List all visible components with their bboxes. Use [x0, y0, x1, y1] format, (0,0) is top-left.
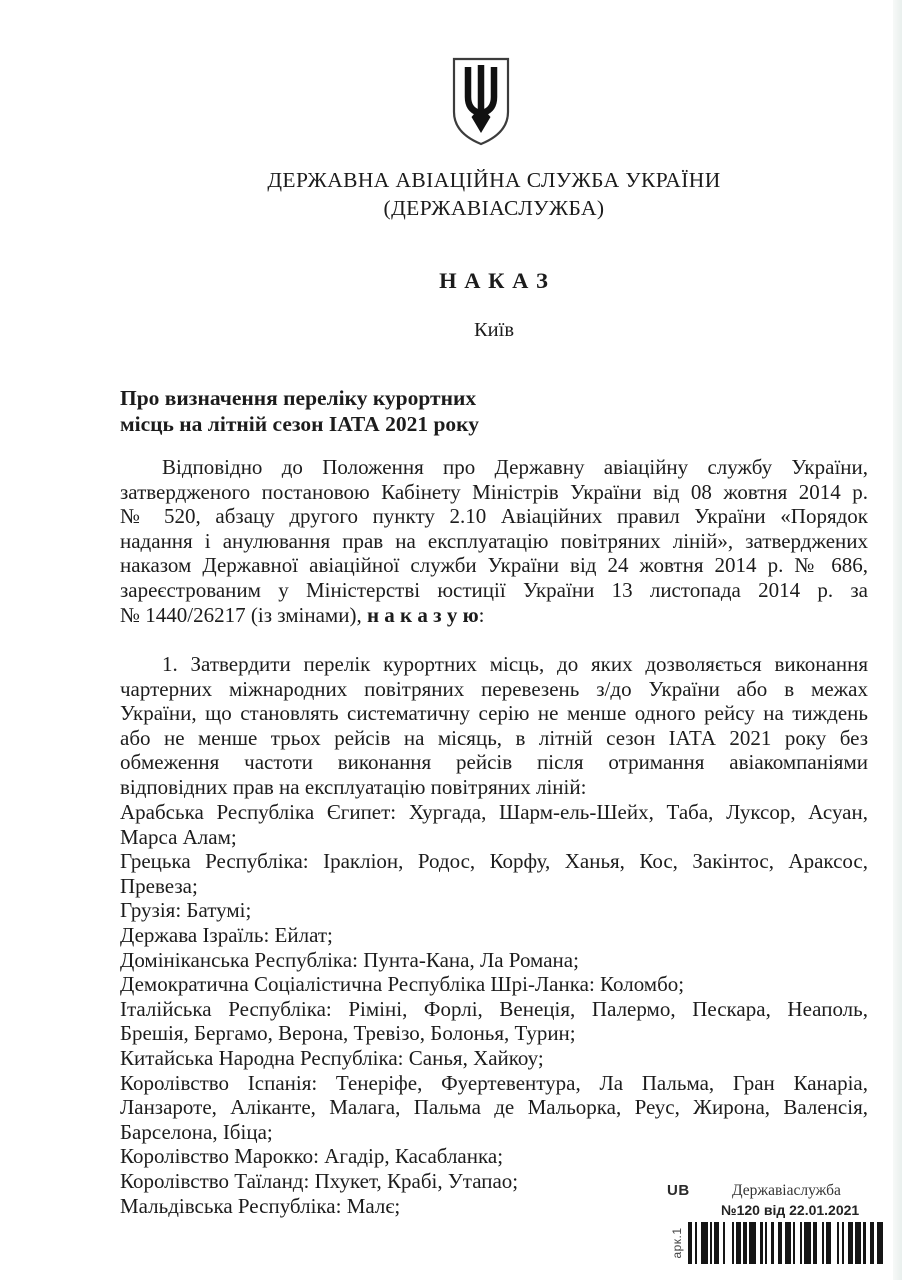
- ukraine-trident-icon: [450, 56, 512, 148]
- barcode-bar: [804, 1222, 811, 1264]
- resort-entry: [120, 948, 868, 973]
- registration-stamp: [655, 1178, 895, 1276]
- text-line: Барселона, Ібіца;: [120, 1119, 273, 1144]
- stamp-org-name: Державіаслужба: [732, 1182, 841, 1199]
- resort-entry: [120, 972, 868, 997]
- text-line: Відповідно до Положення про Державну авіаційну службу України,: [162, 455, 868, 479]
- text-line: зареєстрованим у Міністерстві юстиції України 13 листопада 2014 р. за: [120, 577, 868, 602]
- text-line: Арабська Республіка Єгипет: Хургада, Шарм-ель-Шейх, Таба, Луксор, Асуан,: [120, 800, 868, 824]
- text-line: Італійська Республіка: Ріміні, Форлі, Венеція, Палермо, Пескара, Неаполь,: [120, 996, 868, 1021]
- resort-entry: [120, 997, 868, 1046]
- subject-heading: [120, 386, 479, 437]
- text-line: [120, 603, 868, 628]
- barcode-space: [725, 1222, 732, 1264]
- text-line: чартерних міжнародних повітряних перевезень з/до України або в межах: [120, 676, 868, 701]
- barcode-bar: [855, 1222, 862, 1264]
- text-line: Домініканська Республіка: Пунта-Кана, Ла Романа;: [120, 947, 579, 972]
- text-line: Держава Ізраїль: Ейлат;: [120, 922, 333, 947]
- text-line: Превеза;: [120, 873, 198, 898]
- scan-edge: [893, 0, 902, 1280]
- text-line: Грузія: Батумі;: [120, 898, 252, 923]
- resort-entry: [120, 1046, 868, 1071]
- text-line: Брешія, Бергамо, Верона, Тревізо, Болонья, Турин;: [120, 1021, 576, 1046]
- text-line: Китайська Народна Республіка: Санья, Хайкоу;: [120, 1045, 544, 1070]
- resort-entry: [120, 898, 868, 923]
- stamp-number-date: №120 від 22.01.2021: [721, 1202, 860, 1218]
- sheet-number-label: арк.1: [670, 1227, 684, 1259]
- text-line: Королівство Таїланд: Пхукет, Крабі, Утапао;: [120, 1168, 519, 1193]
- barcode-bar: [749, 1222, 756, 1264]
- resort-entry: [120, 849, 868, 898]
- text-line: відповідних прав на експлуатацію повітряних ліній:: [120, 774, 587, 799]
- text-line: обмеження частоти виконання рейсів після отримання авіакомпаніями: [120, 750, 868, 775]
- text-line: або не менше трьох рейсів на місяць, в літній сезон ІАТА 2021 року без: [120, 725, 868, 750]
- text-line: України, що становлять систематичну серію не менше одного рейсу на тиждень: [120, 701, 868, 726]
- text-line: 1. Затвердити перелік курортних місць, до яких дозволяється виконання: [162, 652, 868, 676]
- org-abbreviation: (ДЕРЖАВІАСЛУЖБА): [383, 196, 605, 220]
- paragraph-lines: [120, 455, 868, 603]
- org-name: ДЕРЖАВНА АВІАЦІЙНА СЛУЖБА УКРАЇНИ: [267, 168, 721, 192]
- text-line: Про визначення переліку курортних: [120, 386, 477, 410]
- resort-list: [120, 800, 868, 1218]
- text-line: Демократична Соціалістична Республіка Шрі-Ланка: Коломбо;: [120, 972, 685, 997]
- resort-entry: [120, 923, 868, 948]
- resort-entry: [120, 1144, 868, 1169]
- stamp-code: UB: [667, 1182, 690, 1199]
- issue-city: Київ: [473, 319, 515, 341]
- text-line: Королівство Марокко: Агадір, Касабланка;: [120, 1144, 504, 1169]
- resort-entry: [120, 1071, 868, 1145]
- text-line: Ланзароте, Аліканте, Малага, Пальма де Мальорка, Реус, Жирона, Валенсія,: [120, 1095, 868, 1120]
- barcode-bar: [785, 1222, 792, 1264]
- text-line: Грецька Республіка: Іракліон, Родос, Корфу, Ханья, Кос, Закінтос, Араксос,: [120, 849, 868, 874]
- org-name-block: [120, 166, 868, 222]
- order-verb: н а к а з у ю: [366, 602, 479, 627]
- paragraph-item-1: [120, 652, 868, 800]
- text-line: Мальдівська Республіка: Малє;: [120, 1193, 401, 1218]
- text-line: місць на літній сезон ІАТА 2021 року: [120, 411, 479, 436]
- document-type-title: Н А К А З: [439, 268, 549, 293]
- text-line: Королівство Іспанія: Тенеріфе, Фуертевентура, Ла Пальма, Гран Канаріа,: [120, 1070, 868, 1095]
- barcode-bar: [877, 1222, 884, 1264]
- text-line: Марса Алам;: [120, 824, 237, 849]
- resort-entry: [120, 800, 868, 849]
- order-verb-colon: :: [478, 602, 485, 627]
- text-line: надання і анулювання прав на експлуатацію повітряних ліній», затверджених: [120, 528, 868, 553]
- text-line: затвердженого постановою Кабінету Міністрів України від 08 жовтня 2014 р.: [120, 479, 868, 504]
- paragraph-lines: [120, 652, 868, 775]
- barcode-space: [831, 1222, 838, 1264]
- barcode-bar: [701, 1222, 708, 1264]
- barcode: [688, 1222, 890, 1264]
- preamble-end: № 1440/26217 (із змінами),: [120, 602, 367, 627]
- text-line: наказом Державної авіаційної служби України від 24 жовтня 2014 р. № 686,: [120, 553, 868, 578]
- text-line: № 520, абзацу другого пункту 2.10 Авіаційних правил України «Порядок: [120, 504, 868, 529]
- paragraph-preamble: [120, 455, 868, 627]
